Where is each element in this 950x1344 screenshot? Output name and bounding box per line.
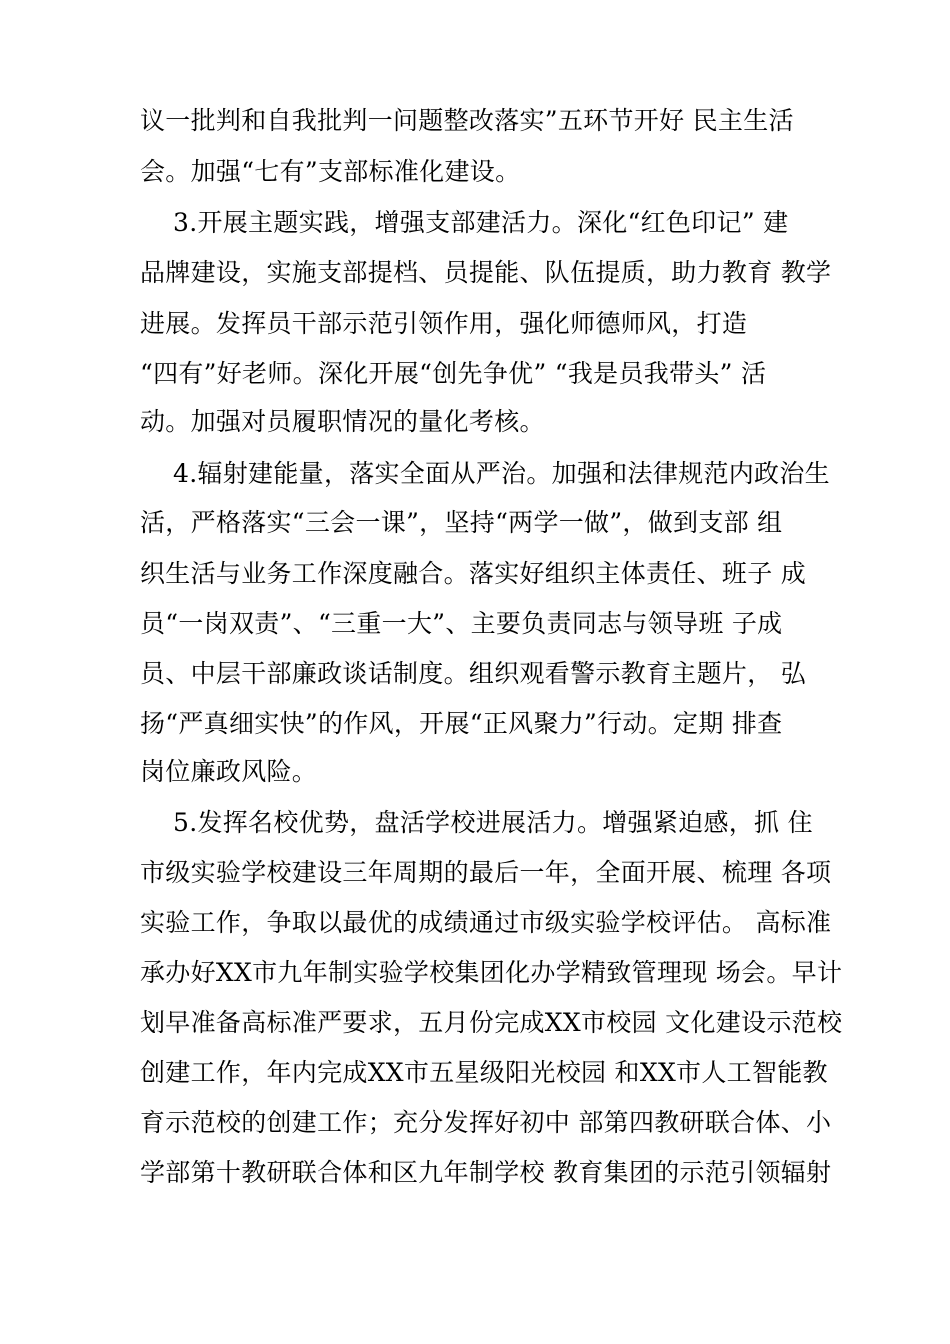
text-line: 市级实验学校建设三年周期的最后一年，全面开展、梳理 各项 bbox=[140, 858, 832, 887]
text-line: 织生活与业务工作深度融合。落实好组织主体责任、班子 成 bbox=[140, 559, 807, 588]
text-line: “四有”好老师。深化开展“创先争优” “我是员我带头” 活 bbox=[140, 359, 767, 388]
text-line: 进展。发挥员干部示范引领作用，强化师德师风，打造 bbox=[140, 309, 748, 338]
text-line: 划早准备高标准严要求，五月份完成XX市校园 文化建设示范校 bbox=[140, 1008, 843, 1037]
text-line: 员、中层干部廉政谈话制度。组织观看警示教育主题片， 弘 bbox=[140, 659, 807, 688]
text-line: 岗位廉政风险。 bbox=[140, 757, 318, 786]
text-line: 承办好XX市九年制实验学校集团化办学精致管理现 场会。早计 bbox=[140, 958, 843, 987]
text-line: 议一批判和自我批判一问题整改落实”五环节开好 民主生活 bbox=[140, 106, 794, 135]
text-line: 3.开展主题实践，增强支部建活力。深化“红色印记” 建 bbox=[140, 208, 789, 237]
text-line: 员“一岗双责”、“三重一大”、主要负责同志与领导班 子成 bbox=[140, 609, 783, 638]
text-line: 创建工作，年内完成XX市五星级阳光校园 和XX市人工智能教 bbox=[140, 1058, 828, 1087]
text-line: 实验工作，争取以最优的成绩通过市级实验学校评估。 高标准 bbox=[140, 908, 832, 937]
text-line: 品牌建设，实施支部提档、员提能、队伍提质，助力教育 教学 bbox=[140, 258, 832, 287]
text-line: 会。加强“七有”支部标准化建设。 bbox=[140, 157, 521, 186]
text-line: 育示范校的创建工作；充分发挥好初中 部第四教研联合体、小 bbox=[140, 1108, 832, 1137]
text-line: 扬“严真细实快”的作风，开展“正风聚力”行动。定期 排查 bbox=[140, 709, 783, 738]
text-line: 5.发挥名校优势，盘活学校进展活力。增强紧迫感，抓 住 bbox=[140, 808, 813, 837]
text-line: 4.辐射建能量，落实全面从严治。加强和法律规范内政治生 bbox=[140, 459, 830, 488]
text-line: 活，严格落实“三会一课”，坚持“两学一做”，做到支部 组 bbox=[140, 508, 783, 537]
text-line: 动。加强对员履职情况的量化考核。 bbox=[140, 407, 545, 436]
text-line: 学部第十教研联合体和区九年制学校 教育集团的示范引领辐射 bbox=[140, 1158, 832, 1187]
